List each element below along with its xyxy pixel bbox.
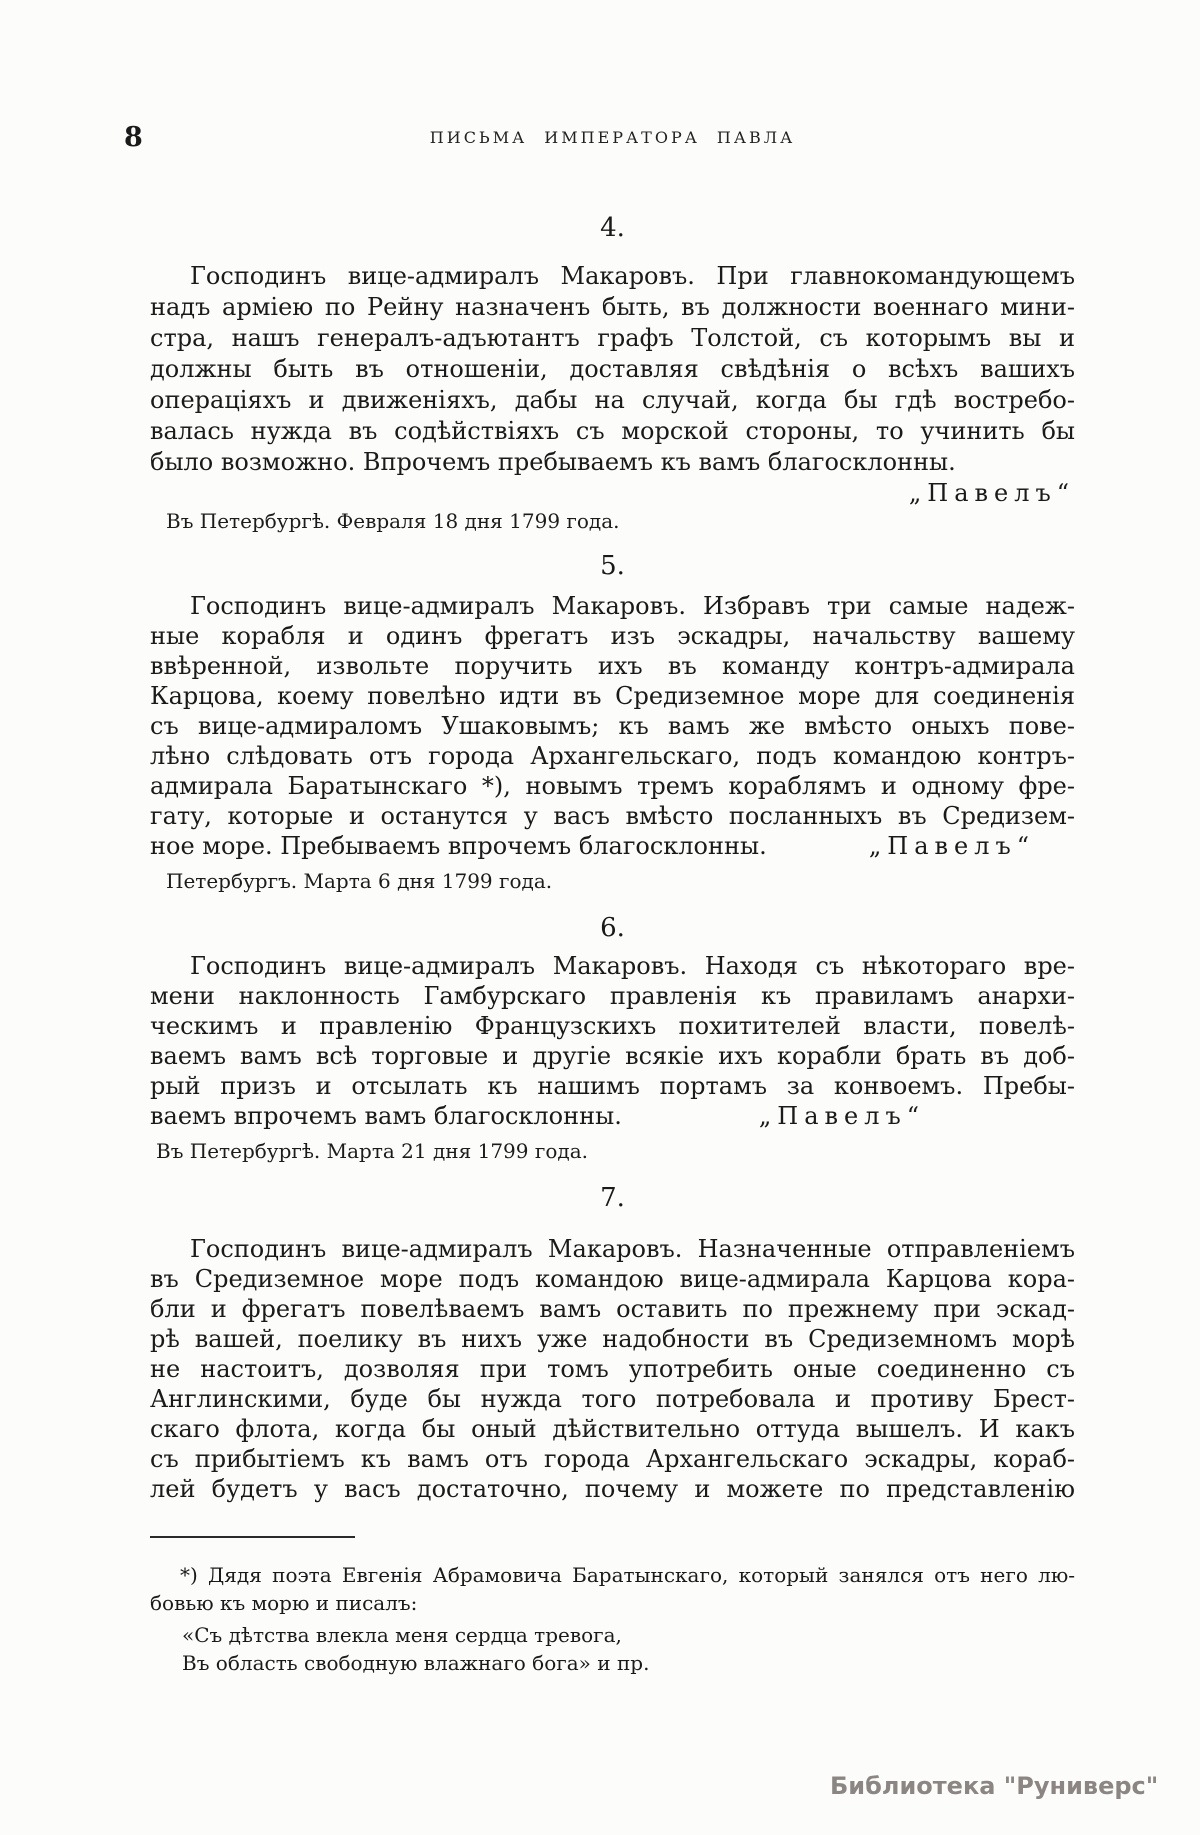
letter-7-paragraph xyxy=(150,1234,1075,1504)
text-line: должны быть въ отношеніи, доставляя свѣдѣнія о всѣхъ вашихъ xyxy=(150,355,1075,383)
text-line: ваемъ вамъ всѣ торговые и другіе всякіе ихъ корабли брать въ доб- xyxy=(150,1042,1075,1070)
text-line: рѣ вашей, поелику въ нихъ уже надобности въ Средиземномъ морѣ xyxy=(150,1325,1075,1353)
text-line: скаго флота, когда бы оный дѣйствительно оттуда вышелъ. И какъ xyxy=(150,1415,1075,1443)
text-line: валась нужда въ содѣйствіяхъ съ морской стороны, то учинить бы xyxy=(150,417,1075,445)
footnote-rule xyxy=(150,1536,355,1538)
text-line: ные корабля и одинъ фрегатъ изъ эскадры, начальству вашему xyxy=(150,622,1075,650)
text-line: лей будетъ у васъ достаточно, почему и можете по представленію xyxy=(150,1475,1075,1503)
letter-6-dateline: Въ Петербургѣ. Марта 21 дня 1799 года. xyxy=(156,1139,588,1163)
footnote-line: бовью къ морю и писалъ: xyxy=(150,1591,418,1615)
text-line: ваемъ впрочемъ вамъ благосклонны. xyxy=(150,1102,622,1130)
signature-pavel: „Павелъ“ xyxy=(908,479,1075,507)
text-line: рый призъ и отсылать къ нашимъ портамъ за конвоемъ. Пребы- xyxy=(150,1072,1075,1100)
text-line: ное море. Пребываемъ впрочемъ благосклонны. xyxy=(150,832,767,860)
letter-6-number: 6. xyxy=(600,913,625,943)
text-line: надъ арміею по Рейну назначенъ быть, въ должности военнаго мини- xyxy=(150,293,1075,321)
letter-6-paragraph xyxy=(150,951,1075,1131)
verse-line: «Съ дѣтства влекла меня сердца тревога, xyxy=(182,1623,622,1647)
text-line: операціяхъ и движеніяхъ, дабы на случай, когда бы гдѣ востребо- xyxy=(150,386,1075,414)
text-line: въ Средиземное море подъ командою вице-адмирала Карцова кора- xyxy=(150,1265,1075,1293)
text-line: съ прибытіемъ къ вамъ отъ города Архангельскаго эскадры, кораб- xyxy=(150,1445,1075,1473)
footnote xyxy=(150,1561,1075,1617)
text-line: мени наклонность Гамбурскаго правленія къ правиламъ анархи- xyxy=(150,982,1075,1010)
text-line-with-signature xyxy=(150,1101,1075,1131)
letter-5-paragraph xyxy=(150,591,1075,861)
text-line: Англинскими, буде бы нужда того потребовала и противу Брест- xyxy=(150,1385,1075,1413)
library-watermark: Библиотека "Руниверс" xyxy=(830,1772,1159,1800)
letter-5-number: 5. xyxy=(600,551,625,581)
signature-pavel: „Павелъ“ xyxy=(868,832,1035,860)
letter-4-paragraph xyxy=(150,261,1075,478)
text-line: Господинъ вице-адмиралъ Макаровъ. Находя съ нѣкотораго вре- xyxy=(190,952,1075,980)
running-header: ПИСЬМА ИМПЕРАТОРА ПАВЛА xyxy=(429,128,796,147)
page-number: 8 xyxy=(124,122,143,153)
text-line: Господинъ вице-адмиралъ Макаровъ. При главнокомандующемъ xyxy=(190,262,1075,290)
text-line-with-signature xyxy=(150,831,1075,861)
text-line: бли и фрегатъ повелѣваемъ вамъ оставить по прежнему при эскад- xyxy=(150,1295,1075,1323)
letter-5-dateline: Петербургъ. Марта 6 дня 1799 года. xyxy=(166,869,553,893)
letter-4-signature xyxy=(150,478,1200,508)
verse-line: Въ область свободную влажнаго бога» и пр. xyxy=(182,1651,650,1675)
signature-pavel: „Павелъ“ xyxy=(758,1102,925,1130)
text-line: стра, нашъ генералъ-адъютантъ графъ Толстой, съ которымъ вы и xyxy=(150,324,1075,352)
text-line: ввѣренной, извольте поручить ихъ въ команду контръ-адмирала xyxy=(150,652,1075,680)
text-line: Господинъ вице-адмиралъ Макаровъ. Назначенные отправленіемъ xyxy=(190,1235,1075,1263)
text-line: адмирала Баратынскаго *), новымъ тремъ кораблямъ и одному фре- xyxy=(150,772,1075,800)
letter-7-number: 7. xyxy=(600,1183,625,1213)
footnote-verse xyxy=(150,1621,1107,1677)
text-line: гату, которые и останутся у васъ вмѣсто посланныхъ въ Средизем- xyxy=(150,802,1075,830)
text-line: Карцова, коему повелѣно идти въ Средиземное море для соединенія xyxy=(150,682,1075,710)
letter-4-number: 4. xyxy=(600,213,625,243)
letter-4-dateline: Въ Петербургѣ. Февраля 18 дня 1799 года. xyxy=(166,509,620,533)
text-line: ческимъ и правленію Французскихъ похитителей власти, повелѣ- xyxy=(150,1012,1075,1040)
text-line: съ вице-адмираломъ Ушаковымъ; къ вамъ же вмѣсто оныхъ пове- xyxy=(150,712,1075,740)
text-line: не настоитъ, дозволяя при томъ употребить оные соединенно съ xyxy=(150,1355,1075,1383)
footnote-line: *) Дядя поэта Евгенія Абрамовича Баратынскаго, который занялся отъ него лю- xyxy=(180,1563,1075,1587)
text-line: Господинъ вице-адмиралъ Макаровъ. Избравъ три самые надеж- xyxy=(190,592,1075,620)
text-line: лѣно слѣдовать отъ города Архангельскаго, подъ командою контръ- xyxy=(150,742,1075,770)
text-line: было возможно. Впрочемъ пребываемъ къ вамъ благосклонны. xyxy=(150,448,956,476)
